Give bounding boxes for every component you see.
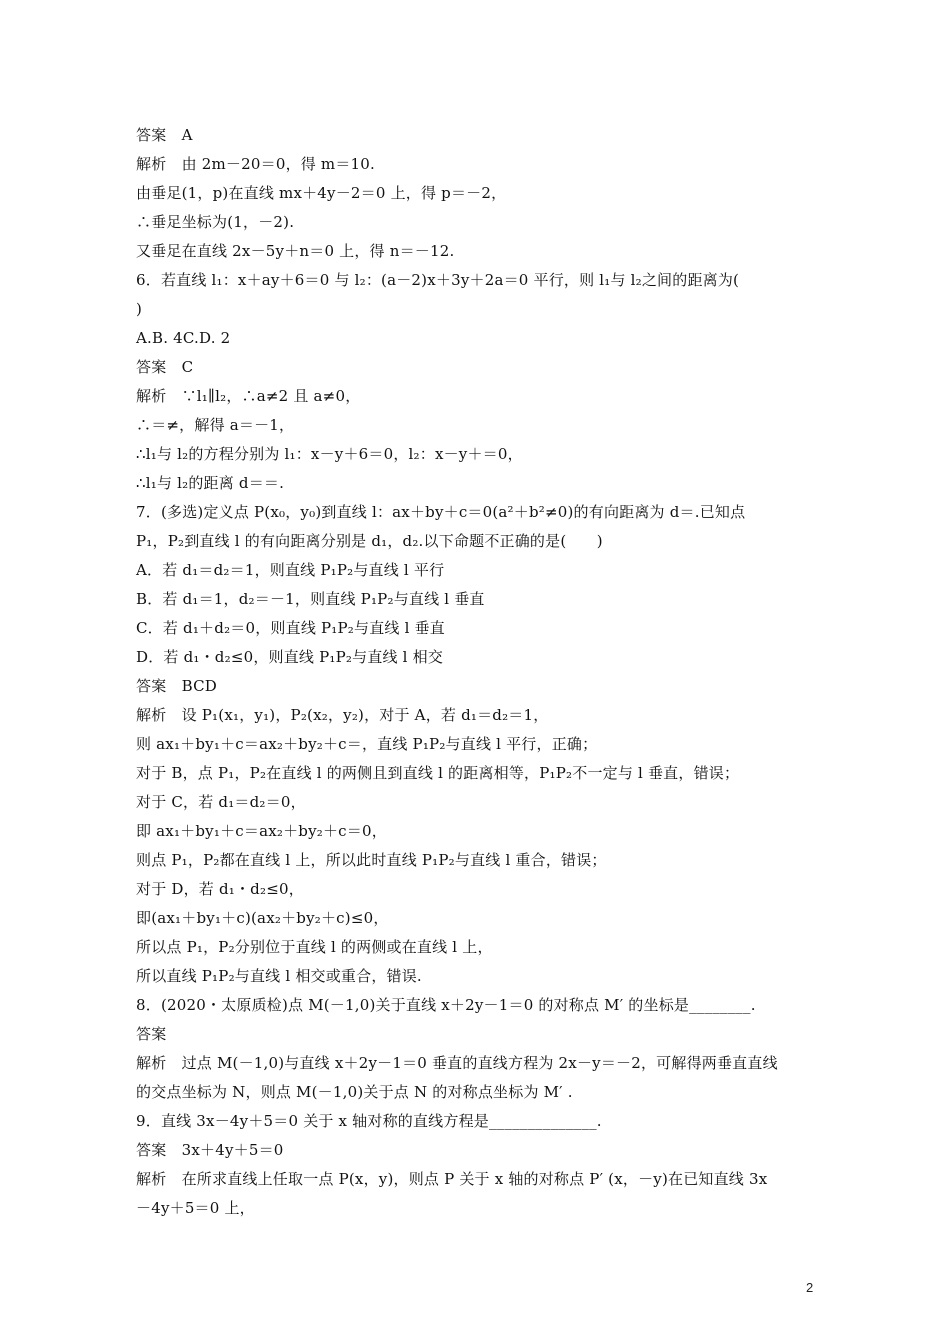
text-line: ∴＝≠，解得 a＝－1， bbox=[136, 416, 295, 434]
text-line: 则点 P₁，P₂都在直线 l 上，所以此时直线 P₁P₂与直线 l 重合，错误； bbox=[136, 851, 607, 869]
text-line: 解析 设 P₁(x₁，y₁)，P₂(x₂，y₂)，对于 A，若 d₁＝d₂＝1， bbox=[136, 706, 549, 724]
question-8-stem: 8．(2020・太原质检)点 M(－1,0)关于直线 x＋2y－1＝0 的对称点 M′ 的坐标是________. bbox=[136, 996, 756, 1014]
question-6-stem: 6．若直线 l₁：x＋ay＋6＝0 与 l₂：(a－2)x＋3y＋2a＝0 平行，则 l₁与 l₂之间的距离为( bbox=[136, 271, 740, 289]
option-a: A．若 d₁＝d₂＝1，则直线 P₁P₂与直线 l 平行 bbox=[136, 561, 445, 579]
text-line: P₁，P₂到直线 l 的有向距离分别是 d₁，d₂.以下命题不正确的是( ) bbox=[136, 532, 603, 550]
text-line: 对于 C，若 d₁＝d₂＝0， bbox=[136, 793, 306, 811]
question-7-stem: 7．(多选)定义点 P(x₀，y₀)到直线 l：ax＋by＋c＝0(a²＋b²≠0)的有向距离为 d＝.已知点 bbox=[136, 503, 746, 521]
text-line: －4y＋5＝0 上， bbox=[136, 1199, 255, 1217]
text-line: 则 ax₁＋by₁＋c＝ax₂＋by₂＋c＝，直线 P₁P₂与直线 l 平行，正确； bbox=[136, 735, 598, 753]
text-line: 解析 在所求直线上任取一点 P(x，y)，则点 P 关于 x 轴的对称点 P′ (x，－y)在已知直线 3x bbox=[136, 1170, 768, 1188]
option-c: C．若 d₁＋d₂＝0，则直线 P₁P₂与直线 l 垂直 bbox=[136, 619, 445, 637]
text-line: 对于 B，点 P₁，P₂在直线 l 的两侧且到直线 l 的距离相等，P₁P₂不一定与 l 垂直，错误； bbox=[136, 764, 740, 782]
text-line: ∴l₁与 l₂的方程分别为 l₁：x－y＋6＝0，l₂：x－y＋＝0， bbox=[136, 445, 523, 463]
text-line: 即(ax₁＋by₁＋c)(ax₂＋by₂＋c)≤0， bbox=[136, 909, 389, 927]
option-b: B．若 d₁＝1，d₂＝－1，则直线 P₁P₂与直线 l 垂直 bbox=[136, 590, 485, 608]
document-body bbox=[136, 121, 816, 1223]
text-line: 答案 A bbox=[136, 126, 193, 144]
question-6-options: A.B. 4C.D. 2 bbox=[136, 329, 231, 347]
text-line: ∴垂足坐标为(1，－2). bbox=[136, 213, 295, 231]
text-line: 解析 ∵l₁∥l₂，∴a≠2 且 a≠0， bbox=[136, 387, 361, 405]
text-line: 解析 由 2m－20＝0，得 m＝10. bbox=[136, 155, 376, 173]
answer-label: 答案 bbox=[136, 1025, 167, 1043]
option-d: D．若 d₁・d₂≤0，则直线 P₁P₂与直线 l 相交 bbox=[136, 648, 444, 666]
text-line: 的交点坐标为 N，则点 M(－1,0)关于点 N 的对称点坐标为 M′ . bbox=[136, 1083, 573, 1101]
text-line: 即 ax₁＋by₁＋c＝ax₂＋by₂＋c＝0， bbox=[136, 822, 387, 840]
question-9-stem: 9．直线 3x－4y＋5＝0 关于 x 轴对称的直线方程是______________. bbox=[136, 1112, 602, 1130]
answer-label: 答案 3x＋4y＋5＝0 bbox=[136, 1141, 284, 1159]
text-line: ) bbox=[136, 300, 143, 318]
text-line: 所以直线 P₁P₂与直线 l 相交或重合，错误. bbox=[136, 967, 422, 985]
answer-label: 答案 C bbox=[136, 358, 194, 376]
text-line: 解析 过点 M(－1,0)与直线 x＋2y－1＝0 垂直的直线方程为 2x－y＝－2，可解得两垂直直线 bbox=[136, 1054, 778, 1072]
text-line: 所以点 P₁，P₂分别位于直线 l 的两侧或在直线 l 上， bbox=[136, 938, 493, 956]
text-line: ∴l₁与 l₂的距离 d＝＝. bbox=[136, 474, 285, 492]
text-line: 对于 D，若 d₁・d₂≤0， bbox=[136, 880, 304, 898]
page-number: 2 bbox=[806, 1280, 814, 1295]
text-line: 又垂足在直线 2x－5y＋n＝0 上，得 n＝－12. bbox=[136, 242, 455, 260]
text-line: 由垂足(1，p)在直线 mx＋4y－2＝0 上，得 p＝－2， bbox=[136, 184, 507, 202]
answer-label: 答案 BCD bbox=[136, 677, 218, 695]
